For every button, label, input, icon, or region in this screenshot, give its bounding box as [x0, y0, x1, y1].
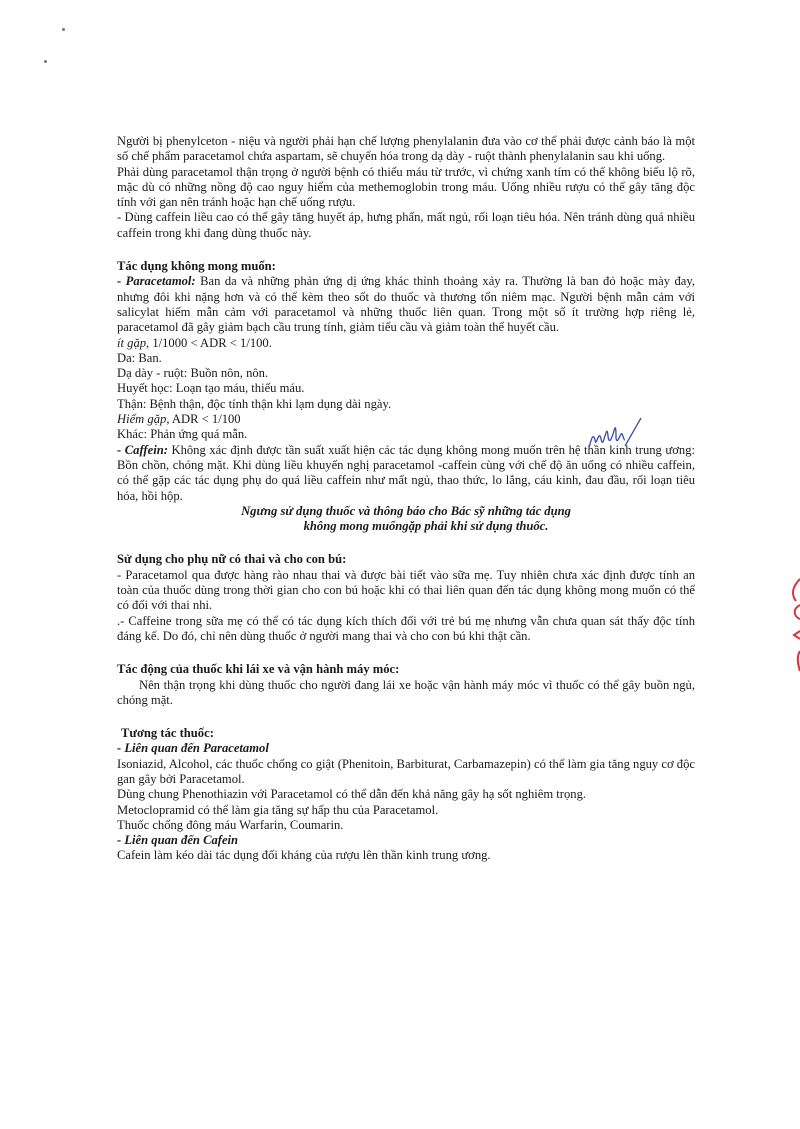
- red-stamp-edge: [784, 575, 800, 685]
- paragraph-pregnancy-paracetamol: - Paracetamol qua được hàng rào nhau thai và được bài tiết vào sữa mẹ. Tuy nhiên chưa xác định được tính an toàn của thuốc dùng trong thời gian cho con bú hoặc khi có thai liên quan đến tác dụng không mong muốn có thể có đối với thai nhi.: [117, 567, 695, 613]
- paragraph-phenylketonuria: Người bị phenylceton - niệu và người phải hạn chế lượng phenylalanin đưa vào cơ thể phải được cảnh báo là một số chế phẩm paracetamol chứa aspartam, sẽ chuyển hóa trong dạ dày - ruột thành phenylalanin sau khi uống.: [117, 134, 695, 164]
- interaction-metoclopramid: Metoclopramid có thể làm gia tăng sự hấp thu của Paracetamol.: [117, 802, 439, 817]
- label-paracetamol: - Paracetamol:: [117, 274, 196, 289]
- paragraph-driving: Nên thận trọng khi dùng thuốc cho người đang lái xe hoặc vận hành máy móc vì thuốc có thể gây buồn ngủ, chóng mặt.: [117, 677, 695, 707]
- heading-driving: Tác động của thuốc khi lái xe và vận hành máy móc:: [117, 662, 400, 677]
- paragraph-pregnancy-caffeine: .- Caffeine trong sữa mẹ có thể có tác dụng kích thích đối với trẻ bú mẹ nhưng vẫn chưa quan sát thấy độc tính đáng kể. Do đó, chỉ nên dùng thuốc ở người mang thai và cho con bú khi thật cần.: [117, 613, 695, 643]
- interaction-warfarin: Thuốc chống đông máu Warfarin, Coumarin.: [117, 817, 344, 832]
- effect-other: Khác: Phản ứng quá mẫn.: [117, 427, 248, 442]
- effect-gi: Dạ dày - ruột: Buồn nôn, nôn.: [117, 366, 269, 381]
- interaction-phenothiazin: Dùng chung Phenothiazin với Paracetamol có thể dẫn đến khả năng gây hạ sốt nghiêm trọng.: [117, 787, 587, 802]
- heading-adverse-effects: Tác dụng không mong muốn:: [117, 259, 276, 274]
- stop-use-notice: Ngưng sử dụng thuốc và thông báo cho Bác sỹ những tác dụng không mong muốngặp phải khi sử dụng thuốc.: [241, 503, 571, 534]
- initials-signature: [585, 410, 645, 458]
- label-interaction-paracetamol: - Liên quan đến Paracetamol: [117, 741, 269, 756]
- interaction-alcohol: Cafein làm kéo dài tác dụng đối kháng của rượu lên thần kinh trung ương.: [117, 848, 491, 863]
- label-caffeine: - Caffein:: [117, 442, 168, 457]
- heading-interactions: Tương tác thuốc:: [121, 726, 214, 741]
- paragraph-caffeine-caution: - Dùng caffein liều cao có thể gây tăng huyết áp, hưng phấn, mất ngủ, rối loạn tiêu hóa. Nên tránh dùng quá nhiều caffein trong khi đang dùng thuốc này.: [117, 210, 695, 240]
- effect-kidney: Thận: Bệnh thận, độc tính thận khi lạm dụng dài ngày.: [117, 396, 392, 411]
- scan-speck: [62, 28, 65, 31]
- paragraph-paracetamol-adverse: - Paracetamol: Ban da và những phản ứng dị ứng khác thỉnh thoảng xảy ra. Thường là ban đỏ hoặc mày đay, nhưng đôi khi nặng hơn và có thể kèm theo sốt do thuốc và thương tổn niêm mạc. Người bệnh mẫn cảm với salicylat hiếm mẫn cảm với paracetamol và những thuốc liên quan. Trong một số ít trường hợp riêng lẻ, paracetamol đã gây giảm bạch cầu trung tính, giảm tiểu cầu và giảm toàn thể huyết cầu.: [117, 274, 695, 335]
- effect-blood: Huyết học: Loạn tạo máu, thiếu máu.: [117, 381, 305, 396]
- effect-skin: Da: Ban.: [117, 350, 162, 365]
- paragraph-anemia-caution: Phải dùng paracetamol thận trọng ở người bệnh có thiếu máu từ trước, vì chứng xanh tím có thể không biểu lộ rõ, mặc dù có những nồng độ cao nguy hiểm của methemoglobin trong máu. Uống nhiều rượu có thể gây tăng độc tính với gan nên tránh hoặc hạn chế uống rượu.: [117, 164, 695, 210]
- heading-pregnancy: Sử dụng cho phụ nữ có thai và cho con bú:: [117, 552, 347, 567]
- label-interaction-caffeine: - Liên quan đến Cafein: [117, 833, 239, 848]
- paragraph-caffeine-adverse: - Caffein: Không xác định được tần suất xuất hiện các tác dụng không mong muốn trên hệ thần kinh trung ương: Bồn chồn, chóng mặt. Khi dùng liều khuyến nghị paracetamol -caffein cùng với chế độ ăn uống có nhiều caffein, có thể gặp các tác dụng phụ do quá liều caffein như mất ngủ, thao thức, lo lắng, cáu kinh, đau đầu, rối loạn tiêu hóa, hồi hộp.: [117, 442, 695, 503]
- very-rare-frequency: Hiếm gặp, ADR < 1/100: [117, 412, 241, 427]
- document-body: [117, 134, 695, 864]
- scan-speck: [44, 60, 47, 63]
- rare-frequency: ít gặp, 1/1000 < ADR < 1/100.: [117, 335, 272, 350]
- interaction-isoniazid: Isoniazid, Alcohol, các thuốc chống co giật (Phenitoin, Barbiturat, Carbamazepin) có thể làm gia tăng nguy cơ độc gan gây bởi Paracetamol.: [117, 756, 695, 786]
